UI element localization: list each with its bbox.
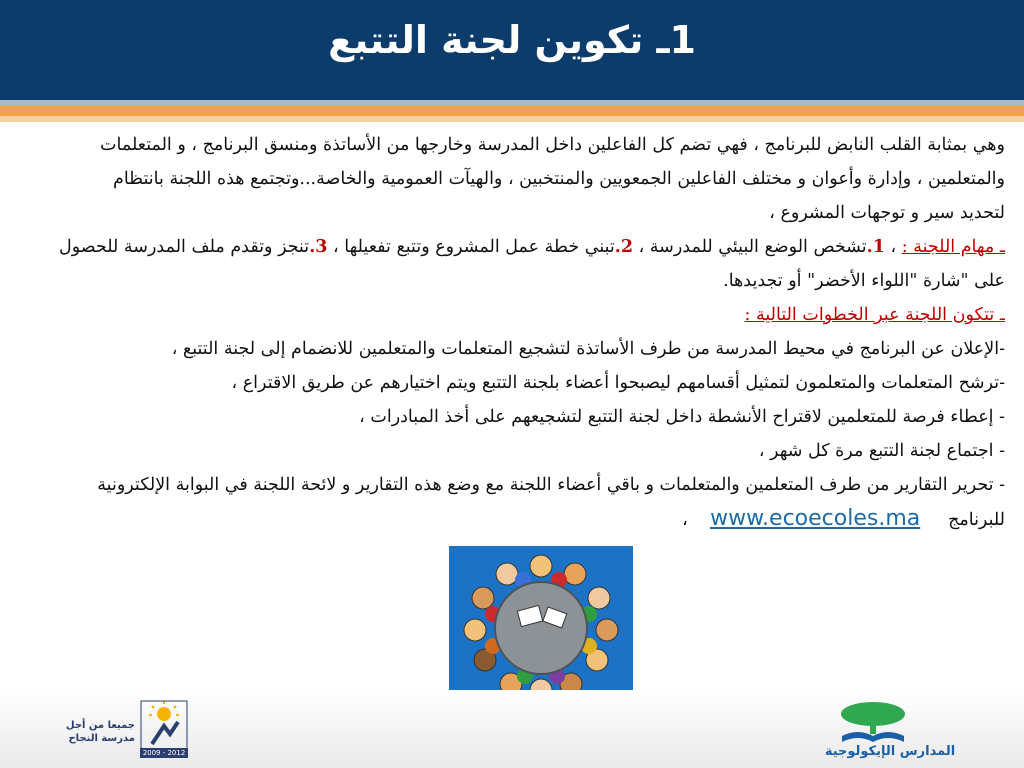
step-last-suffix: ، <box>682 510 688 530</box>
step-item: - تحرير التقارير من طرف المتعلمين والمتعلمات و باقي أعضاء اللجنة مع وضع هذه التقارير و لائحة اللجنة في البوابة الإلكترونية <box>97 475 1005 495</box>
steps-heading-text: ـ تتكون اللجنة عبر الخطوات التالية : <box>744 305 1005 325</box>
round-table <box>495 582 587 674</box>
slide-title: 1ـ تكوين لجنة التتبع <box>328 18 696 62</box>
paragraph-line-1: وهي بمثابة القلب النابض للبرنامج ، فهي تضم كل الفاعلين داخل المدرسة وخارجها من الأساتذة ومنسق البرنامج ، و المتعلمات <box>100 135 1005 155</box>
paragraph-line-3: لتحديد سير و توجهات المشروع ، <box>769 203 1005 223</box>
steps-heading <box>30 298 1005 332</box>
eco-schools-logo-text: المدارس الإيكولوجية <box>824 744 956 759</box>
tasks-label: ـ مهام اللجنة : <box>901 237 1005 257</box>
tasks-line-1 <box>30 230 1005 264</box>
step-item: - إعطاء فرصة للمتعلمين لاقتراح الأنشطة داخل لجنة التتبع لتشجيعهم على أخذ المبادرات ، <box>359 407 1005 427</box>
najah-school-logo <box>140 700 188 750</box>
step-last-line <box>30 502 1005 536</box>
slide-header <box>0 0 1024 100</box>
children-around-table-illustration <box>449 546 633 704</box>
task-text-1: تشخص الوضع البيئي للمدرسة ، <box>633 237 867 257</box>
slide-body <box>30 128 1005 536</box>
eco-schools-tree-logo <box>838 700 908 745</box>
najah-logo-line-1: جميعا من أجل <box>65 720 135 731</box>
step-item: -ترشح المتعلمات والمتعلمون لتمثيل أقسامهم ليصبحوا أعضاء بلجنة التتبع ويتم اختيارهم عن طريق الاقتراع ، <box>231 373 1005 393</box>
najah-logo-text <box>40 719 135 745</box>
task-number-3: 3. <box>309 237 328 257</box>
task-text-2: تبني خطة عمل المشروع وتتبع تفعيلها ، <box>327 237 615 257</box>
header-stripe-orange <box>0 106 1024 116</box>
website-link[interactable]: www.ecoecoles.ma <box>710 506 921 531</box>
step-item: - اجتماع لجنة التتبع مرة كل شهر ، <box>758 441 1005 461</box>
tasks-separator: ، <box>884 237 902 257</box>
step-item: -الإعلان عن البرنامج في محيط المدرسة من طرف الأساتذة لتشجيع المتعلمات والمتعلمين للانضمام إلى لجنة التتبع ، <box>171 339 1005 359</box>
task-number-1: 1. <box>866 237 885 257</box>
tasks-line-2: على "شارة "اللواء الأخضر" أو تجديدها. <box>723 271 1005 291</box>
task-text-3: تنجز وتقدم ملف المدرسة للحصول <box>59 237 310 257</box>
step-last-prefix: للبرنامج <box>948 510 1005 530</box>
najah-logo-years: 2009 - 2012 <box>140 748 188 758</box>
paragraph-line-2: والمتعلمين ، وإدارة وأعوان و مختلف الفاعلين الجمعويين والمنتخبين ، والهيآت العمومية والخاصة...وتجتمع هذه اللجنة بانتظام <box>113 169 1005 189</box>
header-stripe-light-orange <box>0 116 1024 122</box>
task-number-2: 2. <box>614 237 634 257</box>
najah-logo-line-2: مدرسة النجاح <box>68 733 135 744</box>
